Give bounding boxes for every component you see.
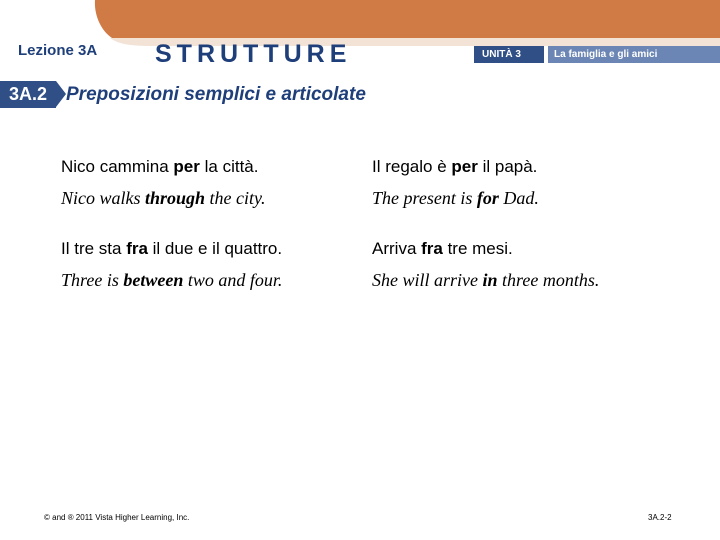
section-title: Preposizioni semplici e articolate: [66, 84, 366, 105]
lesson-label: Lezione 3A: [18, 42, 98, 59]
example-italian: Il regalo è per il papà.: [372, 157, 538, 176]
example-2: [372, 155, 539, 211]
section-label: STRUTTURE: [155, 40, 352, 68]
example-english: Nico walks through the city.: [61, 188, 266, 208]
example-english: Three is between two and four.: [61, 270, 283, 290]
unit-label: UNITÀ 3: [474, 46, 544, 63]
example-italian: Il tre sta fra il due e il quattro.: [61, 239, 283, 258]
example-italian: Nico cammina per la città.: [61, 157, 259, 176]
example-3: [61, 237, 282, 293]
copyright-text: © and ® 2011 Vista Higher Learning, Inc.: [44, 513, 190, 522]
example-1: [61, 155, 266, 211]
example-english: She will arrive in three months.: [372, 270, 600, 290]
example-4: [372, 237, 599, 293]
unit-title: La famiglia e gli amici: [548, 46, 720, 63]
section-number-badge: 3A.2: [0, 81, 56, 108]
example-italian: Arriva fra tre mesi.: [372, 239, 513, 258]
page-number: 3A.2-2: [648, 513, 672, 522]
example-english: The present is for Dad.: [372, 188, 539, 208]
